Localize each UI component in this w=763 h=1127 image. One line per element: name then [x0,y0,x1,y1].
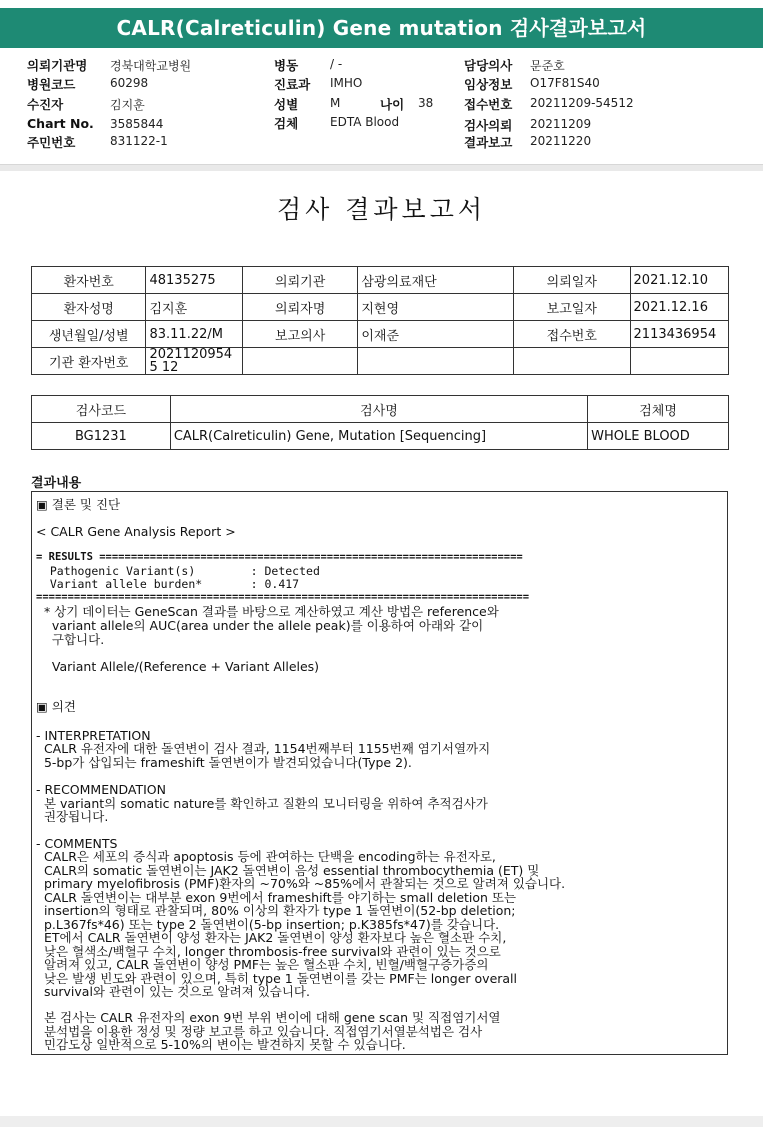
header-value: M [330,96,341,110]
result-line: survival와 관련이 있는 것으로 알려져 있습니다. [36,984,310,999]
result-line: 낮은 혈색소/백혈구 수치, longer thrombosis-free survival와 관련이 있는 것으로 [36,944,501,959]
result-line: ▣ 의견 [36,699,76,714]
table-cell: 의뢰기관 [242,267,357,294]
header-value: 20211209-54512 [530,96,634,110]
result-content-box [31,491,728,1055]
result-line: 낮은 발생 빈도와 관련이 있으며, 특히 type 1 돌연변이를 갖는 PMF는 longer overall [36,971,518,986]
table-cell: 2021.12.10 [630,267,728,294]
table-cell: 보고일자 [514,294,631,321]
report-banner [0,8,763,48]
footer-bar [0,1116,763,1127]
patient-info-table [31,266,729,375]
table-cell: 의뢰자명 [242,294,357,321]
header-value: 60298 [110,76,149,90]
result-line: - COMMENTS [36,836,118,851]
table-cell: 의뢰일자 [514,267,631,294]
table-row [32,348,729,375]
result-line: CALR 돌연변이는 대부분 exon 9번에서 frameshift를 야기하는 small deletion 또는 [36,890,517,905]
test-code-table [31,395,729,450]
result-line: Pathogenic Variant(s) : Detected [36,564,320,578]
table-cell: 기관 환자번호 [32,348,146,375]
column-header: 검사코드 [32,396,171,423]
header-label: 임상정보 [464,77,513,92]
header-label: 나이 [380,97,405,112]
header-value: 경북대학교병원 [110,59,192,73]
result-section-title: 결과내용 [31,476,82,491]
header-label: 접수번호 [464,97,513,112]
header-label: 진료과 [274,77,311,92]
result-line: CALR 유전자에 대한 돌연변이 검사 결과, 1154번째부터 1155번째 염기서열까지 [36,741,491,756]
table-row [32,321,729,348]
banner-title: CALR(Calreticulin) Gene mutation 검사결과보고서 [116,16,647,40]
table-cell [242,348,357,375]
result-line: * 상기 데이터는 GeneScan 결과를 바탕으로 계산하였고 계산 방법은 reference와 [36,604,499,619]
header-label: 담당의사 [464,58,513,73]
result-line: CALR은 세포의 증식과 apoptosis 등에 관여하는 단백을 encoding하는 유전자로, [36,849,496,864]
table-cell: 83.11.22/M [146,321,242,348]
header-label: 병원코드 [27,77,76,92]
result-line: 구합니다. [36,632,105,647]
result-line: ============================================================================== [36,591,530,603]
header-value: 김지훈 [110,98,145,112]
table-row [32,294,729,321]
header-value: / - [330,57,343,71]
table-cell [630,348,728,375]
header-value: 831122-1 [110,134,168,148]
table-cell: 보고의사 [242,321,357,348]
table-cell: 지현영 [358,294,514,321]
header-label: 수진자 [27,97,64,112]
result-line: variant allele의 AUC(area under the allele peak)를 이용하여 아래와 같이 [36,618,484,633]
header-label: 의뢰기관명 [27,58,88,73]
column-header: 검사명 [170,396,587,423]
table-cell [514,348,631,375]
result-line: 본 variant의 somatic nature를 확인하고 질환의 모니터링을 위하여 추적검사가 [36,796,488,811]
header-value: 문준호 [530,59,565,73]
result-line: insertion의 형태로 관찰되며, 80% 이상의 환자가 type 1 돌연변이(52-bp deletion; [36,903,516,918]
table-cell: 접수번호 [514,321,631,348]
result-line: 분석법을 이용한 정성 및 정량 보고를 하고 있습니다. 직접염기서열분석법은 검사 [36,1024,483,1039]
result-line: ET에서 CALR 돌연변이 양성 환자는 JAK2 돌연변이 양성 환자보다 높은 혈소판 수치, [36,930,507,945]
table-cell: CALR(Calreticulin) Gene, Mutation [Sequencing] [170,423,587,450]
report-header [0,54,763,166]
table-cell: 환자성명 [32,294,146,321]
header-value: 3585844 [110,117,164,131]
result-line: 민감도상 일반적으로 5-10%의 변이는 발견하지 못할 수 있습니다. [36,1037,406,1052]
header-value: 20211220 [530,134,592,148]
header-label: 병동 [274,58,299,73]
header-label: 주민번호 [27,135,76,150]
result-line: - RECOMMENDATION [36,782,166,797]
result-line: ▣ 결론 및 진단 [36,497,121,512]
header-value: IMHO [330,76,363,90]
header-value: O17F81S40 [530,76,600,90]
header-value: EDTA Blood [330,115,400,129]
table-cell: 김지훈 [146,294,242,321]
result-line: Variant Allele/(Reference + Variant Alleles) [36,659,320,674]
header-divider [0,164,763,171]
result-line: primary myelofibrosis (PMF)환자의 ~70%와 ~85%에서 관찰되는 것으로 알려져 있습니다. [36,876,566,891]
header-label: 검사의뢰 [464,118,513,133]
result-line: Variant allele burden* : 0.417 [36,577,300,591]
header-label: 성별 [274,97,299,112]
table-cell: 48135275 [146,267,242,294]
table-cell: WHOLE BLOOD [588,423,729,450]
page-title: 검사 결과보고서 [277,195,486,224]
table-cell: 이재준 [358,321,514,348]
column-header: 검체명 [588,396,729,423]
result-line: p.L367fs*46) 또는 type 2 돌연변이(5-bp insertion; p.K385fs*47)를 갖습니다. [36,917,500,932]
table-row [32,423,729,450]
table-cell: 2021.12.16 [630,294,728,321]
table-header-row [32,396,729,423]
header-label: 검체 [274,116,299,131]
table-cell: BG1231 [32,423,171,450]
result-line: 5-bp가 삽입되는 frameshift 돌연변이가 발견되었습니다(Type 2). [36,755,412,770]
header-label: Chart No. [27,116,94,131]
result-line: CALR의 somatic 돌연변이는 JAK2 돌연변이 음성 essential thrombocythemia (ET) 및 [36,863,540,878]
table-cell [358,348,514,375]
header-label: 결과보고 [464,135,513,150]
result-line: 알려져 있고, CALR 돌연변이 양성 PMF는 높은 혈소판 수치, 빈혈/백혈구증가증의 [36,957,489,972]
result-line: = RESULTS =================================================================== [36,551,523,563]
result-line: 권장됩니다. [36,809,109,824]
table-cell: 환자번호 [32,267,146,294]
table-row [32,267,729,294]
table-cell: 20211209545 12 [146,348,242,375]
table-cell: 생년월일/성별 [32,321,146,348]
result-line: < CALR Gene Analysis Report > [36,524,236,539]
result-line: - INTERPRETATION [36,728,151,743]
table-cell: 삼광의료재단 [358,267,514,294]
header-value: 20211209 [530,117,592,131]
table-cell: 2113436954 [630,321,728,348]
header-value: 38 [418,96,434,110]
result-line: 본 검사는 CALR 유전자의 exon 9번 부위 변이에 대해 gene scan 및 직접염기서열 [36,1010,501,1025]
